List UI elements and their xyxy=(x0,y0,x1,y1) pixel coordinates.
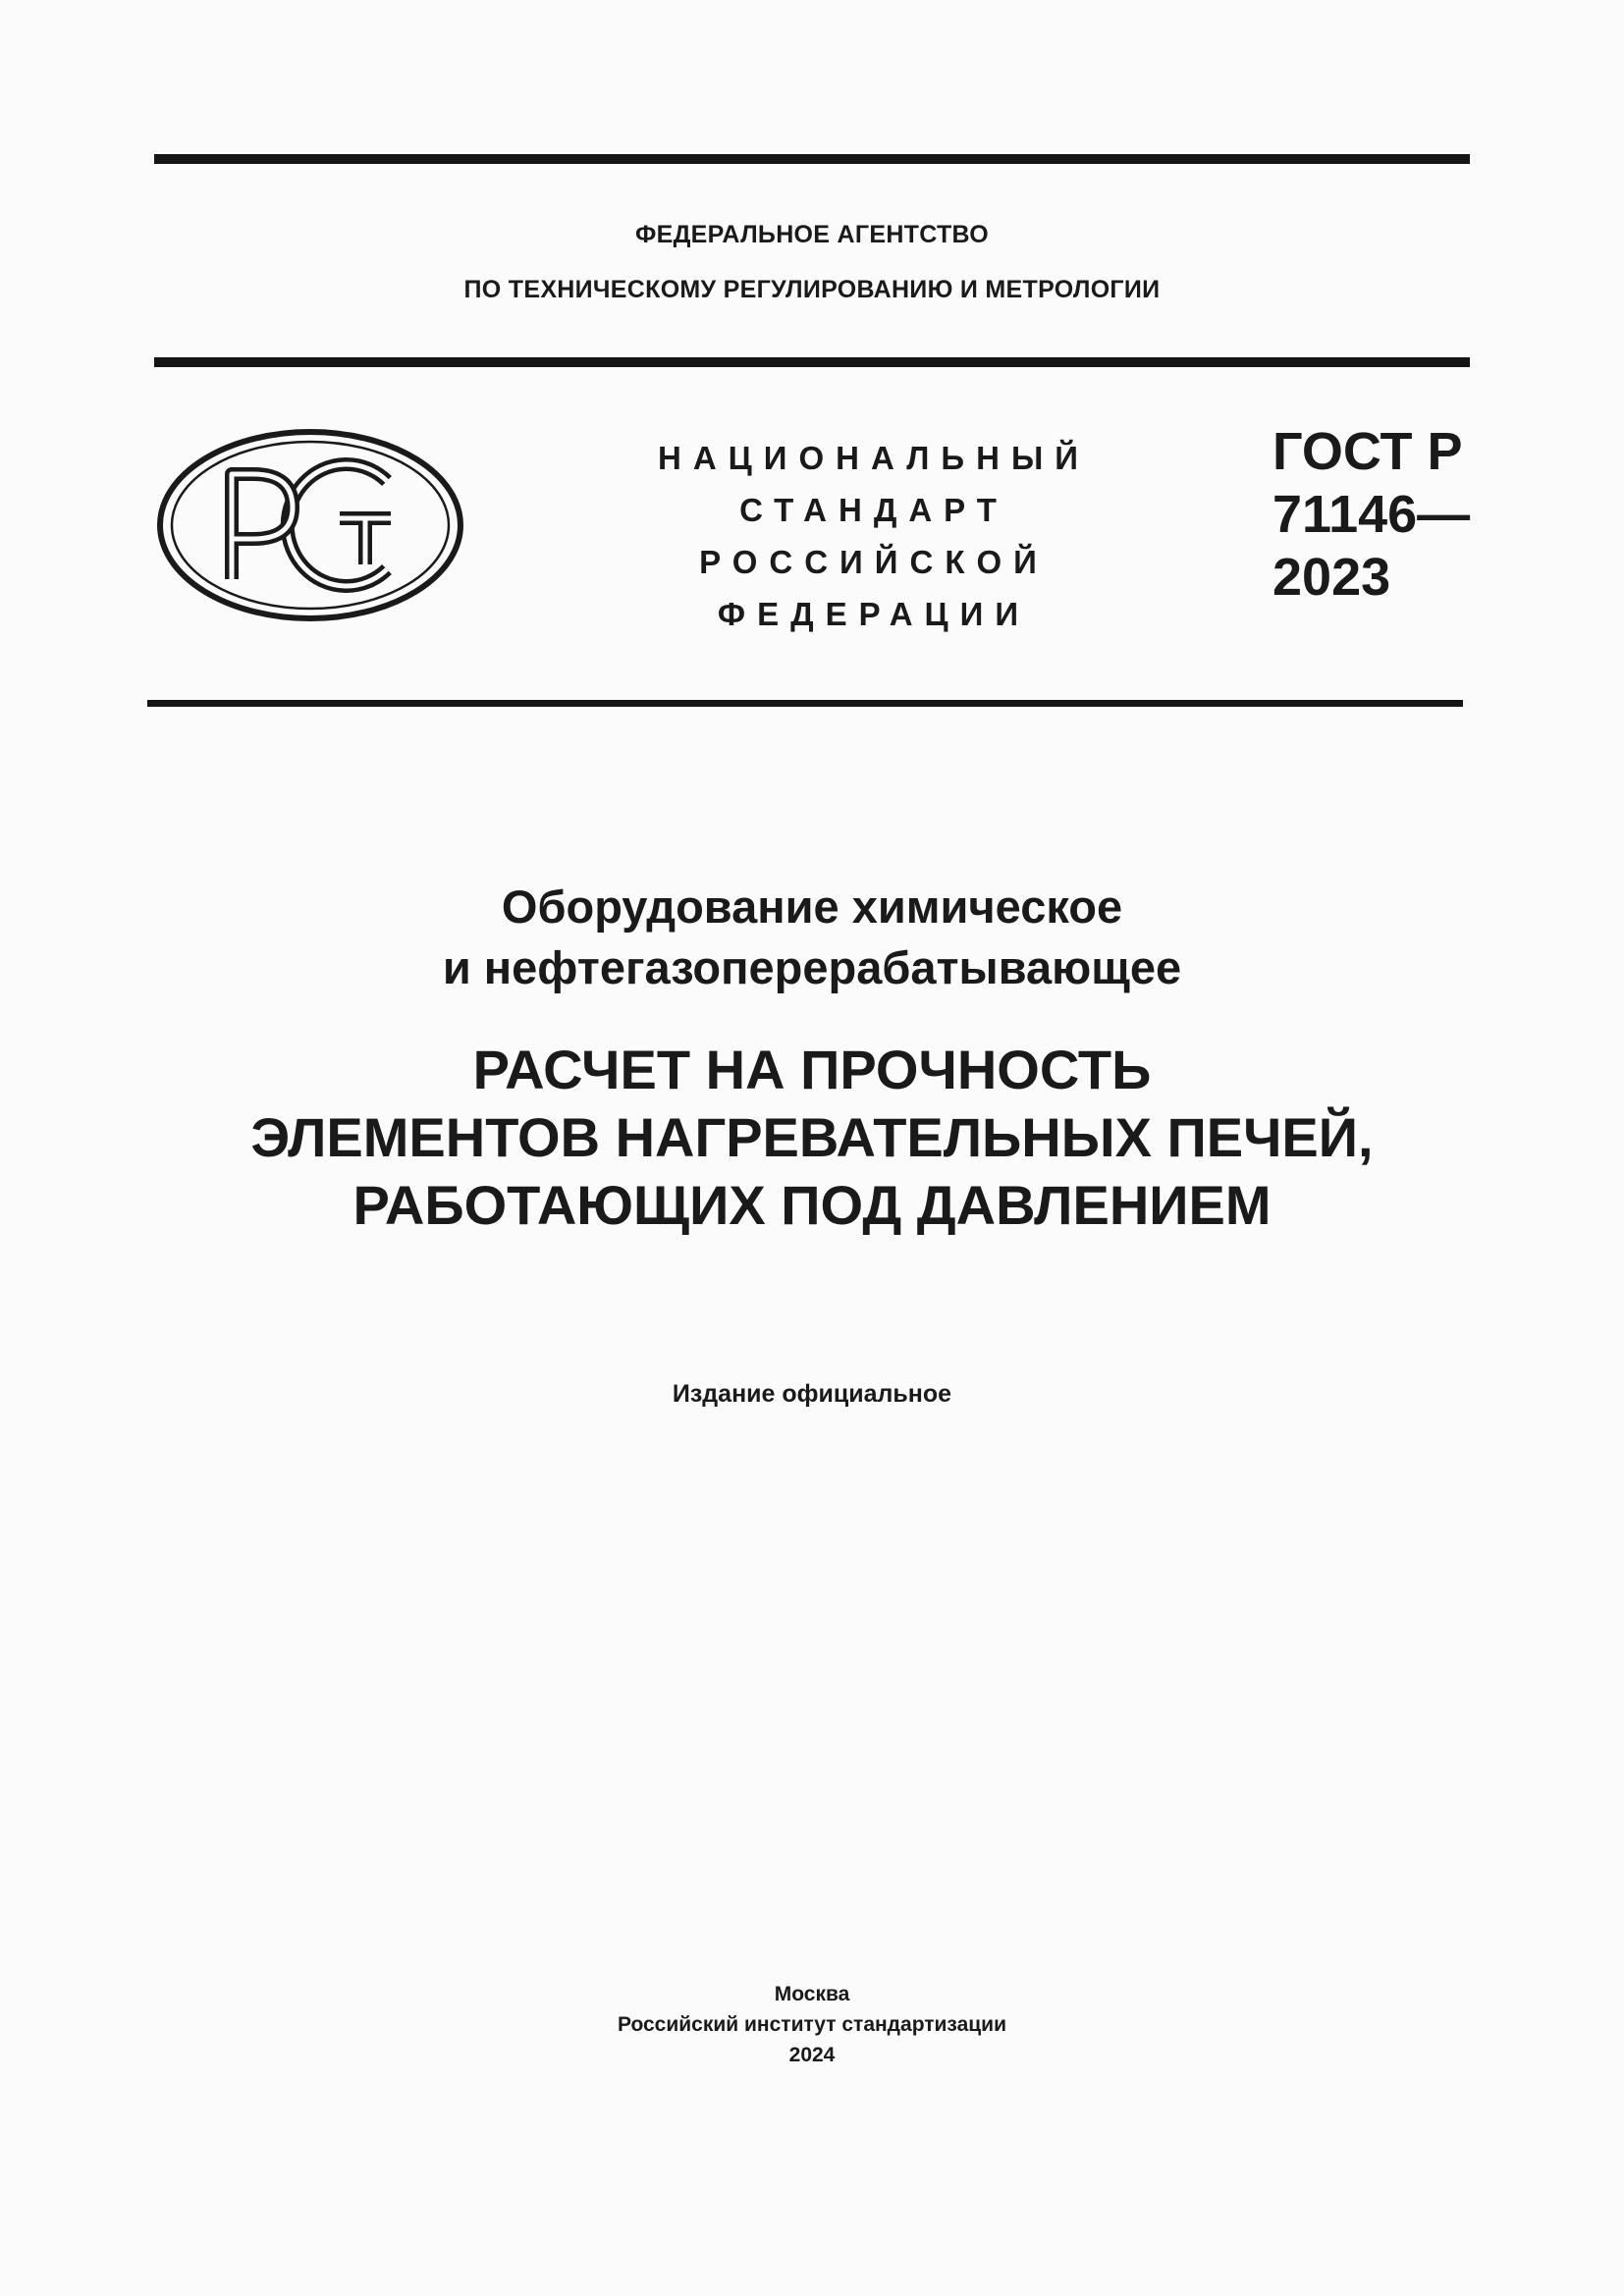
standard-designation xyxy=(1272,420,1508,609)
national-standard-line-1: НАЦИОНАЛЬНЫЙ xyxy=(658,440,1090,476)
subtitle-line-2: и нефтегазоперерабатывающее xyxy=(442,941,1182,993)
publisher-name: Российский институт стандартизации xyxy=(617,2013,1007,2036)
document-subtitle xyxy=(0,877,1624,998)
publisher-block xyxy=(0,1979,1624,2070)
designation-line-3: 2023 xyxy=(1272,548,1391,607)
agency-bottom-rule xyxy=(154,357,1470,367)
document-title xyxy=(0,1036,1624,1239)
top-rule xyxy=(154,154,1470,164)
designation-line-2: 71146— xyxy=(1272,485,1471,544)
national-standard-line-4: ФЕДЕРАЦИИ xyxy=(717,596,1031,632)
edition-label: Издание официальное xyxy=(672,1380,952,1408)
agency-line-2: ПО ТЕХНИЧЕСКОМУ РЕГУЛИРОВАНИЮ И МЕТРОЛОГИИ xyxy=(463,276,1161,303)
agency-line-1: ФЕДЕРАЛЬНОЕ АГЕНТСТВО xyxy=(634,221,990,248)
national-standard-line-2: СТАНДАРТ xyxy=(739,492,1008,528)
title-line-1: РАСЧЕТ НА ПРОЧНОСТЬ xyxy=(472,1039,1152,1100)
publisher-city: Москва xyxy=(774,1983,850,2005)
national-standard-label xyxy=(628,432,1119,640)
title-line-2: ЭЛЕМЕНТОВ НАГРЕВАТЕЛЬНЫХ ПЕЧЕЙ, xyxy=(250,1106,1374,1168)
subtitle-line-1: Оборудование химическое xyxy=(501,881,1123,933)
publication-year: 2024 xyxy=(788,2044,836,2066)
rst-certification-mark-icon xyxy=(155,427,465,623)
designation-line-1: ГОСТ Р xyxy=(1272,422,1463,481)
national-standard-line-3: РОССИЙСКОЙ xyxy=(699,544,1049,580)
header-bottom-rule xyxy=(147,700,1463,707)
title-line-3: РАБОТАЮЩИХ ПОД ДАВЛЕНИЕМ xyxy=(352,1174,1272,1236)
